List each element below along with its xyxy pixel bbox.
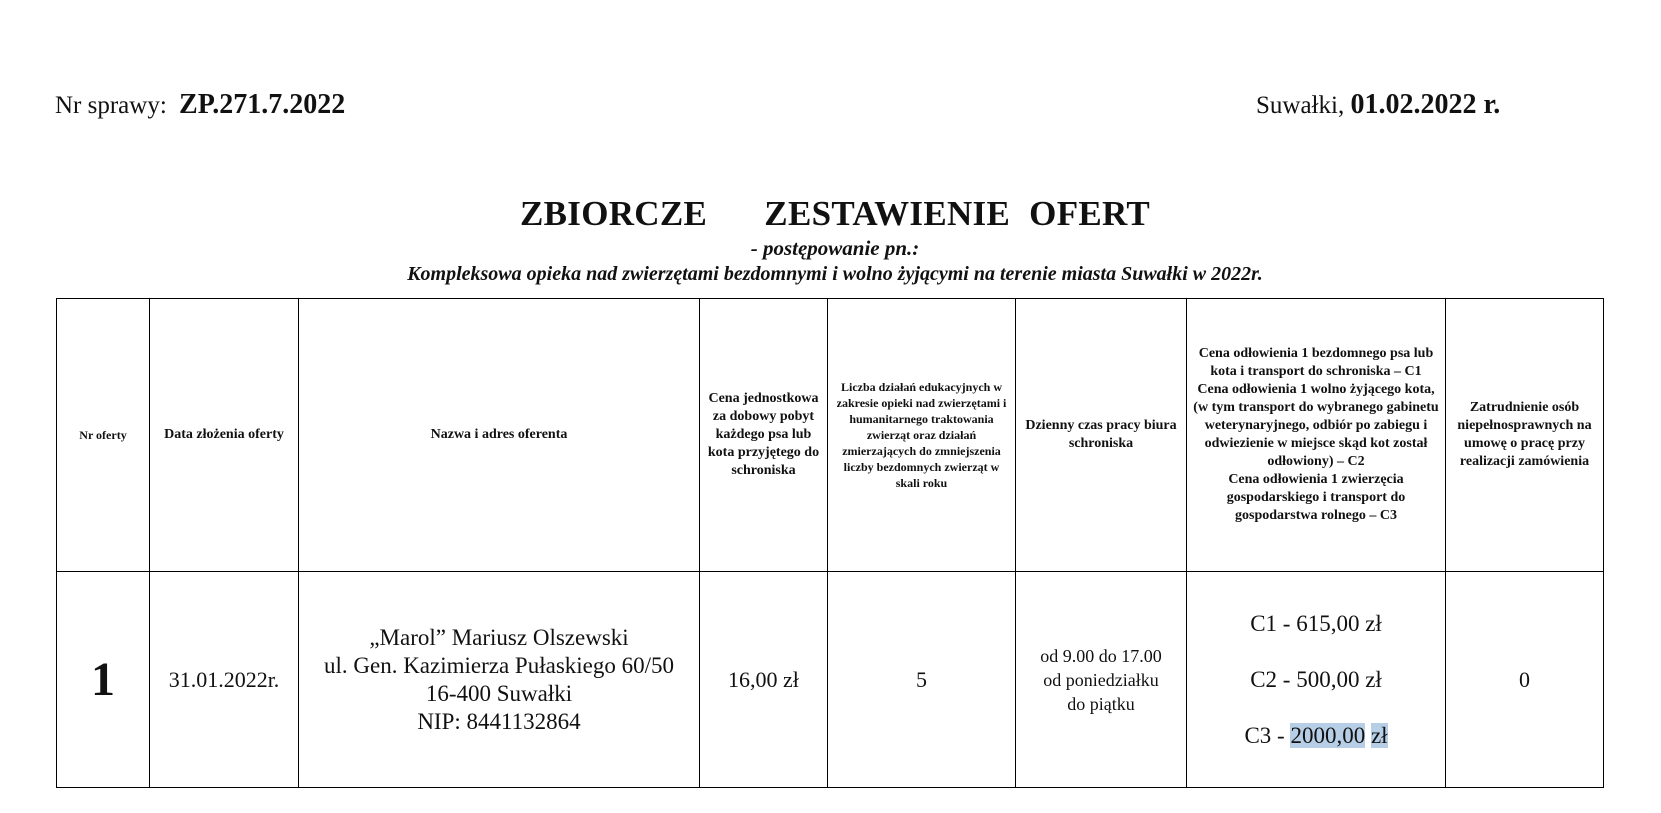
table-row <box>57 572 1604 788</box>
bidder-cell <box>299 572 700 788</box>
col-header-education-actions: Liczba działań edukacyjnych w zakresie opieki nad zwierzętami i humanitarnego traktowania zwierząt oraz działań zmierzających do zmniejszenia liczby bezdomnych zwierząt w skali roku <box>828 299 1016 572</box>
col-header-office-hours: Dzienny czas pracy biura schroniska <box>1016 299 1187 572</box>
col-header-unit-price: Cena jednostkowa za dobowy pobyt każdego psa lub kota przyjętego do schroniska <box>700 299 828 572</box>
procedure-name: Kompleksowa opieka nad zwierzętami bezdomnymi i wolno żyjącymi na terenie miasta Suwałki w 2022r. <box>407 263 1263 285</box>
disabled-employment-cell: 0 <box>1446 572 1604 788</box>
price-c1: C1 - 615,00 zł <box>1250 610 1382 636</box>
table-header-row <box>57 299 1604 572</box>
price-c2: C2 - 500,00 zł <box>1250 666 1382 692</box>
document-date: 01.02.2022 r. <box>1350 89 1501 120</box>
place-date-line <box>1256 89 1500 121</box>
bidder-nip: NIP: 8441132864 <box>417 708 581 734</box>
hours-line: od 9.00 do 17.00 <box>1040 645 1162 666</box>
col-header-offer-number: Nr oferty <box>57 299 150 572</box>
case-number-value: ZP.271.7.2022 <box>179 89 346 120</box>
price-c3-prefix: C3 - <box>1244 722 1291 748</box>
price-c3 <box>1191 708 1441 764</box>
bidder-name: „Marol” Mariusz Olszewski <box>369 624 629 650</box>
education-actions-cell: 5 <box>828 572 1016 788</box>
submission-date-cell: 31.01.2022r. <box>150 572 299 788</box>
col-header-submission-date: Data złożenia oferty <box>150 299 299 572</box>
bidder-city: 16-400 Suwałki <box>425 680 573 706</box>
case-number-label: Nr sprawy: <box>55 92 167 119</box>
days-line: od poniedziałku <box>1043 669 1159 690</box>
bidder-street: ul. Gen. Kazimierza Pułaskiego 60/50 <box>323 652 675 678</box>
price-c3-currency[interactable]: zł <box>1370 722 1388 748</box>
document-subtitle: - postępowanie pn.: <box>750 236 920 260</box>
price-c3-amount[interactable]: 2000,00 <box>1290 722 1366 748</box>
office-hours-cell <box>1016 572 1187 788</box>
capture-prices-cell <box>1187 572 1446 788</box>
col-header-bidder-name: Nazwa i adres oferenta <box>299 299 700 572</box>
offer-number-cell: 1 <box>57 572 150 788</box>
document-title: ZBIORCZE ZESTAWIENIE OFERT <box>519 194 1151 233</box>
col-header-disabled-employment: Zatrudnienie osób niepełnosprawnych na umowę o pracę przy realizacji zamówienia <box>1446 299 1604 572</box>
days-line-end: do piątku <box>1067 693 1135 714</box>
offers-table <box>56 298 1604 788</box>
case-number-line <box>55 89 345 121</box>
place-label: Suwałki, <box>1256 92 1345 119</box>
col-header-capture-prices: Cena odłowienia 1 bezdomnego psa lub kota i transport do schroniska – C1 Cena odłowienia 1 wolno żyjącego kota, (w tym transport do wybranego gabinetu weterynaryjnego, odbiór po zabiegu i odwiezienie w miejsce skąd kot został odłowiony) – C2 Cena odłowienia 1 zwierzęcia gospodarskiego i transport do gospodarstwa rolnego – C3 <box>1187 299 1446 572</box>
unit-price-cell: 16,00 zł <box>700 572 828 788</box>
